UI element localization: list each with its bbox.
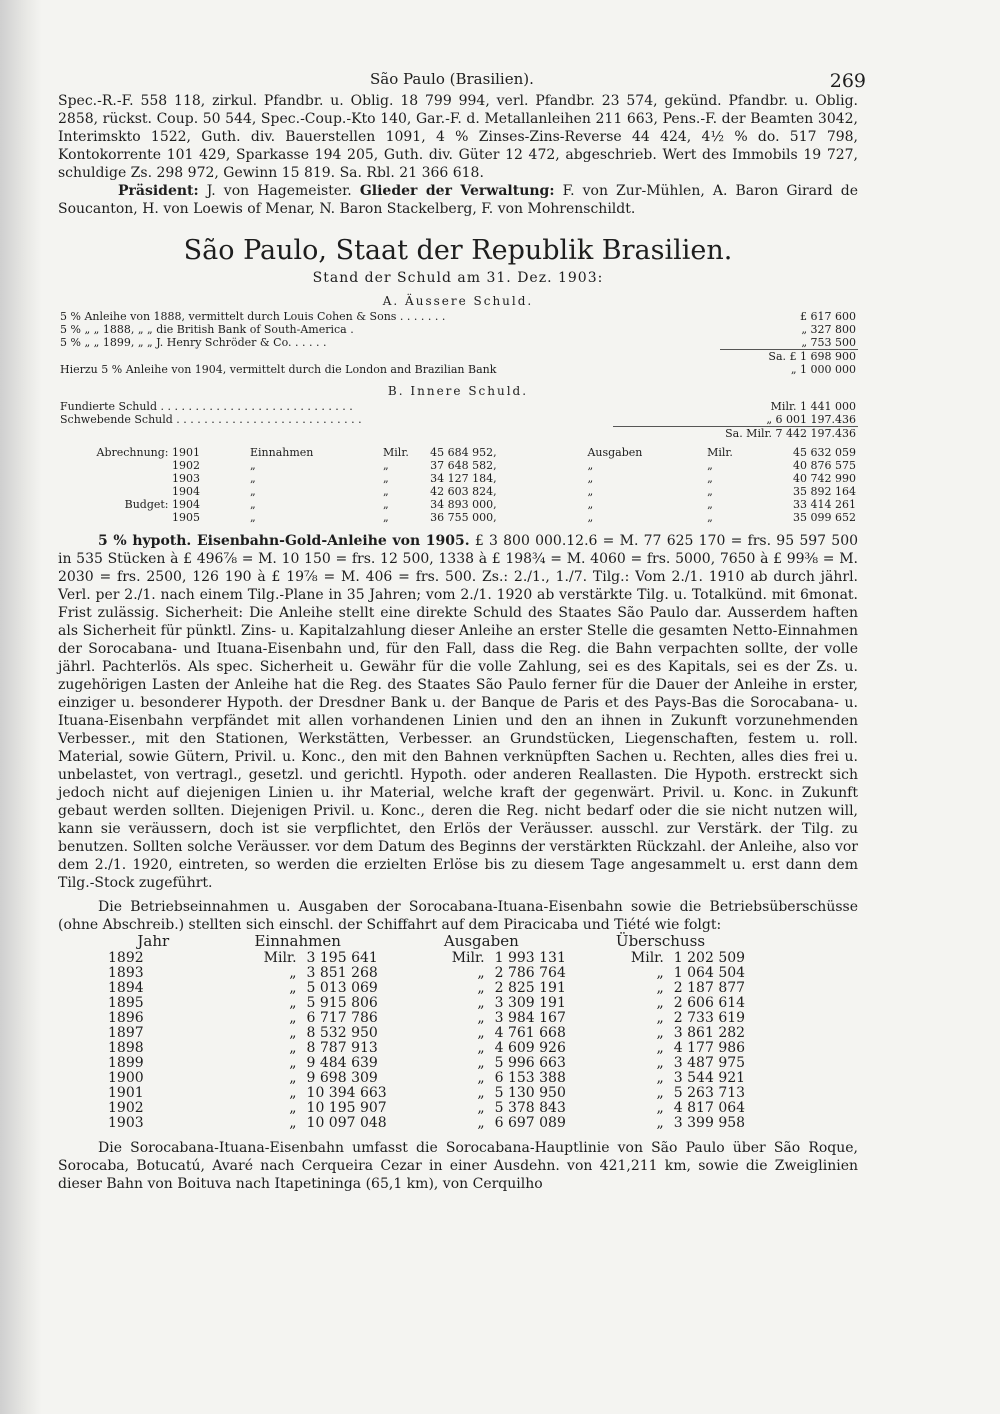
income-label: „ [250, 498, 256, 511]
income-label: „ [250, 459, 256, 472]
column-header: Einnahmen [254, 932, 341, 950]
unit-cell: „ [289, 1040, 297, 1056]
expense-cell: 5 996 663 [494, 1055, 566, 1071]
unit-cell: „ [289, 1115, 297, 1131]
year-cell: 1902 [108, 1100, 144, 1116]
accounts-year: Budget: 1904 [124, 498, 200, 511]
table-row [103, 996, 750, 1011]
expense-unit: „ [707, 511, 713, 524]
column-header: Jahr [137, 932, 170, 950]
income-cell: 6 717 786 [306, 1010, 378, 1026]
loan-text: £ 3 800 000.12.6 = M. 77 625 170 = frs. 95 597 500 in 535 Stücken à £ 496⅞ = M. 10 150 = frs. 12 500, 1338 à £ 198¾ = M. 4060 = frs. 5000, 7650 à £ 99⅜ = M. 2030 = frs. 2500, 126 190 à £ 19⅞ = M. 406 = frs. 500. Zs.: 2./1., 1./7. Tilg.: Vom 2./1. 1910 ab durch jährl. Verl. per 2./1. nach einem Tilg.-Plane in 35 Jahren; vom 2./1. 1920 ab verstärkte Tilg. u. Totalkünd. mit 6monat. Frist zulässig. Sicherheit: Die Anleihe stellt eine direkte Schuld des Staates São Paulo dar. Ausserdem haften als Sicherheit für pünktl. Zins- u. Kapitalzahlung dieser Anleihe an erster Stelle die gesamten Netto-Einnahmen der Sorocabana- und Ituana-Eisenbahn und, für den Fall, dass die Reg. die Bahn verpachten sollte, der volle jährl. Pachterlös. Als spec. Sicherheit u. Gewähr für die volle Zahlung, sei es des Kapitals, sei es der Zs. u. zugehörigen Lasten der Anleihe hat die Reg. des Staates São Paulo ferner für die Dauer der Anleihe in erster, einziger u. besonderer Hypoth. der Dresdner Bank u. der Banque de Paris et des Pays-Bas die Sorocabana- u. Ituana-Eisenbahn verpfändet mit allen vorhandenen Linien und den an ihnen in Zukunft vorzunehmenden Verbesser., mit den Stationen, Werkstätten, Verbesser. an Grundstücken, Liegenschaften, festem u. roll. Material, sowie Gütern, Privil. u. Konc., den mit den Bahnen verknüpften Sachen u. Rechten, alles dies frei u. unbelastet, von vertragl., gesetzl. und gerichtl. Hypoth. oder anderen Reallasten. Die Hypoth. erstreckt sich jedoch nicht auf diejenigen Linien u. ihr Material, welche kraft der gegenwärt. Privil. u. Konc. in Zukunft gebaut werden sollten. Diejenigen Privil. u. Konc., deren die Reg. nicht bedarf oder die sie nicht nutzen will, kann sie veräussern, doch ist sie verpflichtet, den Erlös der Veräusser. ausschl. zur Verstärk. der Tilg. zu benutzen. Sollten solche Veräusser. vor dem Datum des Beginns der verstärkten Rückzahl. der Anleihe, also vor dem 2./1. 1920, eintreten, so werden die erzielten Erlöse bis zu diesem Tage angesammelt u. erst dann dem Tilg.-Stock zugeführt. [58, 533, 859, 891]
debt-amount: £ 617 600 [800, 310, 856, 323]
year-cell: 1897 [108, 1025, 144, 1041]
surplus-cell: 2 606 614 [673, 995, 746, 1011]
unit-cell: „ [477, 1100, 485, 1116]
debt-amount: „ 753 500 [801, 336, 856, 349]
debt-label: 5 % „ „ 1899, „ „ J. Henry Schröder & Co. . . . . . [60, 336, 327, 349]
unit-cell: „ [289, 1100, 297, 1116]
income-cell: 10 394 663 [306, 1085, 387, 1101]
board-label: Glieder der Verwaltung: [359, 183, 555, 199]
expense-value: 40 876 575 [793, 459, 856, 472]
debt-amount: Milr. 1 441 000 [770, 400, 856, 413]
running-head [58, 62, 866, 92]
table-row [58, 400, 858, 413]
unit-cell: „ [477, 1115, 485, 1131]
income-unit: Milr. [383, 446, 409, 459]
debt-label: Fundierte Schuld . . . . . . . . . . . . . . . . . . . . . . . . . . . . [60, 400, 353, 413]
operations-table [103, 934, 750, 1131]
income-label: „ [250, 472, 256, 485]
unit-cell: „ [477, 965, 485, 981]
expense-unit: „ [707, 498, 713, 511]
table-row [103, 951, 750, 966]
loan-paragraph [58, 532, 858, 892]
unit-cell: „ [656, 1085, 664, 1101]
unit-cell: „ [477, 980, 485, 996]
table-row [58, 446, 858, 459]
table-row [58, 350, 858, 364]
expense-cell: 5 378 843 [494, 1100, 566, 1116]
expense-unit: Milr. [707, 446, 733, 459]
expense-cell: 3 984 167 [494, 1010, 566, 1026]
surplus-cell: 2 733 619 [673, 1010, 746, 1026]
table-row [58, 498, 858, 511]
surplus-cell: 3 544 921 [673, 1070, 746, 1086]
unit-cell: „ [656, 1055, 664, 1071]
internal-debt-table [58, 400, 858, 440]
table-row [103, 1041, 750, 1056]
section-subtitle: Stand der Schuld am 31. Dez. 1903: [312, 270, 604, 286]
unit-cell: „ [477, 995, 485, 1011]
hierzu-label: Hierzu 5 % Anleihe von 1904, vermittelt durch die London and Brazilian Bank [60, 363, 497, 376]
accounts-table [58, 446, 858, 524]
table-row [103, 1056, 750, 1071]
accounts-year: 1905 [172, 511, 200, 524]
year-cell: 1898 [108, 1040, 144, 1056]
income-cell: 10 097 048 [306, 1115, 387, 1131]
internal-debt-sum: Sa. Milr. 7 442 197.436 [613, 427, 858, 441]
table-row [58, 472, 858, 485]
debt-amount: „ 327 800 [801, 323, 856, 336]
income-cell: 3 851 268 [306, 965, 378, 981]
hierzu-amount: „ 1 000 000 [790, 363, 856, 376]
unit-cell: „ [477, 1085, 485, 1101]
page-number: 269 [829, 70, 866, 92]
debt-amount: „ 6 001 197.436 [766, 413, 856, 426]
table-row [58, 427, 858, 441]
income-cell: 3 195 641 [306, 950, 378, 966]
year-cell: 1892 [108, 950, 144, 966]
expense-cell: 4 761 668 [494, 1025, 566, 1041]
income-label: „ [250, 511, 256, 524]
debt-label: 5 % Anleihe von 1888, vermittelt durch Louis Cohen & Sons . . . . . . . [60, 310, 446, 323]
income-cell: 5 915 806 [306, 995, 378, 1011]
table-row [58, 336, 858, 350]
unit-cell: „ [656, 1025, 664, 1041]
table-row [58, 310, 858, 323]
external-debt-heading: A. Äussere Schuld. [382, 294, 534, 308]
expense-value: 35 892 164 [793, 485, 856, 498]
income-cell: 9 484 639 [306, 1055, 378, 1071]
expense-label: „ [587, 459, 594, 472]
surplus-cell: 1 064 504 [673, 965, 746, 981]
table-row [103, 966, 750, 981]
unit-cell: „ [289, 1085, 297, 1101]
president-name: J. von Hagemeister. [206, 183, 352, 199]
table-row [103, 1101, 750, 1116]
unit-cell: „ [289, 1010, 297, 1026]
unit-cell: „ [656, 1070, 664, 1086]
income-cell: 5 013 069 [306, 980, 378, 996]
income-label: Einnahmen [250, 446, 314, 459]
section-title: São Paulo, Staat der Republik Brasilien. [183, 235, 733, 266]
accounts-year: 1903 [172, 472, 200, 485]
expense-cell: 2 825 191 [494, 980, 566, 996]
table-row [58, 413, 858, 427]
expense-label: „ [587, 472, 594, 485]
income-value: 36 755 000, [430, 511, 497, 524]
unit-cell: „ [477, 1010, 485, 1026]
unit-cell: „ [656, 980, 664, 996]
expense-unit: „ [707, 472, 713, 485]
year-cell: 1896 [108, 1010, 144, 1026]
unit-cell: „ [289, 1025, 297, 1041]
income-unit: „ [383, 485, 389, 498]
year-cell: 1893 [108, 965, 144, 981]
expense-cell: 5 130 950 [494, 1085, 566, 1101]
expense-label: „ [587, 485, 594, 498]
debt-label: Schwebende Schuld . . . . . . . . . . . . . . . . . . . . . . . . . . . [60, 413, 362, 426]
unit-cell: „ [289, 995, 297, 1011]
expense-cell: 3 309 191 [494, 995, 566, 1011]
accounts-year: Abrechnung: 1901 [96, 446, 200, 459]
unit-cell: „ [656, 1115, 664, 1131]
expense-value: 45 632 059 [793, 446, 856, 459]
expense-cell: 2 786 764 [494, 965, 566, 981]
year-cell: 1903 [108, 1115, 144, 1131]
expense-cell: 1 993 131 [494, 950, 566, 966]
management-paragraph [58, 182, 858, 218]
unit-cell: „ [656, 995, 664, 1011]
unit-cell: „ [289, 1055, 297, 1071]
table-row [103, 1086, 750, 1101]
expense-cell: 4 609 926 [494, 1040, 566, 1056]
expense-unit: „ [707, 459, 713, 472]
unit-cell: „ [477, 1055, 485, 1071]
table-row [103, 1116, 750, 1131]
table-row [103, 1026, 750, 1041]
president-label: Präsident: [118, 183, 199, 199]
income-value: 37 648 582, [430, 459, 497, 472]
surplus-cell: 2 187 877 [673, 980, 746, 996]
running-head-title: São Paulo (Brasilien). [370, 70, 534, 88]
year-cell: 1900 [108, 1070, 144, 1086]
unit-cell: „ [289, 965, 297, 981]
expense-cell: 6 153 388 [494, 1070, 566, 1086]
income-value: 42 603 824, [430, 485, 497, 498]
year-cell: 1894 [108, 980, 144, 996]
loan-heading: 5 % hypoth. Eisenbahn-Gold-Anleihe von 1905. [98, 533, 470, 549]
unit-cell: „ [656, 965, 664, 981]
expense-cell: 6 697 089 [494, 1115, 566, 1131]
income-unit: „ [383, 498, 389, 511]
table-row [58, 485, 858, 498]
income-cell: 10 195 907 [306, 1100, 387, 1116]
unit-cell: „ [289, 1070, 297, 1086]
unit-cell: „ [656, 1100, 664, 1116]
table-row [58, 323, 858, 336]
operations-table-body [103, 951, 750, 1131]
accounts-year: 1902 [172, 459, 200, 472]
income-cell: 8 532 950 [306, 1025, 378, 1041]
income-value: 34 127 184, [430, 472, 497, 485]
unit-cell: „ [477, 1025, 485, 1041]
table-header-row [103, 934, 750, 951]
unit-cell: Milr. [630, 950, 664, 966]
year-cell: 1899 [108, 1055, 144, 1071]
income-cell: 9 698 309 [306, 1070, 378, 1086]
unit-cell: „ [477, 1040, 485, 1056]
surplus-cell: 4 817 064 [673, 1100, 746, 1116]
unit-cell: „ [656, 1040, 664, 1056]
income-value: 34 893 000, [430, 498, 497, 511]
document-page [58, 62, 866, 1193]
column-header: Überschuss [615, 932, 706, 950]
expense-label: Ausgaben [587, 446, 643, 459]
expense-value: 33 414 261 [793, 498, 856, 511]
income-unit: „ [383, 459, 389, 472]
income-unit: „ [383, 511, 389, 524]
expense-value: 40 742 990 [793, 472, 856, 485]
income-value: 45 684 952, [430, 446, 497, 459]
external-debt-sum: Sa. £ 1 698 900 [720, 350, 858, 364]
income-cell: 8 787 913 [306, 1040, 378, 1056]
expense-label: „ [587, 498, 594, 511]
balance-sheet-paragraph: Spec.-R.-F. 558 118, zirkul. Pfandbr. u. Oblig. 18 799 994, verl. Pfandbr. 23 574, gekünd. Pfandbr. u. Oblig. 2858, rückst. Coup. 50 544, Spec.-Coup.-Kto 140, Gar.-F. d. Metallanleihen 211 663, Pens.-F. der Beamten 3042, Interimskto 1522, Guth. div. Bauerstellen 1091, 4 % Zinses-Zins-Reverse 44 424, 4½ % do. 517 798, Kontokorrente 101 429, Sparkasse 194 205, Guth. div. Güter 12 472, abgeschrieb. Wert des Immobils 19 727, schuldige Zs. 298 972, Gewinn 15 819. Sa. Rbl. 21 366 618. [58, 93, 858, 181]
surplus-cell: 4 177 986 [673, 1040, 746, 1056]
table-row [103, 1071, 750, 1086]
table-row [58, 363, 858, 376]
table-row [58, 511, 858, 524]
unit-cell: „ [656, 1010, 664, 1026]
surplus-cell: 3 399 958 [673, 1115, 746, 1131]
board-members: F. von Zur-Mühlen, A. Baron Girard de Soucanton, H. von Loewis of Menar, N. Baron Stackelberg, F. von Mohrenschildt. [58, 183, 858, 217]
year-cell: 1895 [108, 995, 144, 1011]
year-cell: 1901 [108, 1085, 144, 1101]
debt-label: 5 % „ „ 1888, „ „ die British Bank of South-America . [60, 323, 354, 336]
surplus-cell: 1 202 509 [673, 950, 746, 966]
internal-debt-heading: B. Innere Schuld. [387, 384, 529, 398]
accounts-year: 1904 [172, 485, 200, 498]
surplus-cell: 5 263 713 [673, 1085, 746, 1101]
table-row [58, 459, 858, 472]
expense-label: „ [587, 511, 594, 524]
table-row [103, 981, 750, 996]
table-row [103, 1011, 750, 1026]
operations-intro: Die Betriebseinnahmen u. Ausgaben der Sorocabana-Ituana-Eisenbahn sowie die Betriebsüberschüsse (ohne Abschreib.) stellten sich einschl. der Schiffahrt auf dem Piracicaba und Tiété wie folgt: [58, 899, 858, 933]
unit-cell: Milr. [451, 950, 485, 966]
surplus-cell: 3 487 975 [673, 1055, 746, 1071]
book-gutter-shadow [0, 0, 42, 1414]
expense-value: 35 099 652 [793, 511, 856, 524]
unit-cell: „ [289, 980, 297, 996]
unit-cell: „ [477, 1070, 485, 1086]
income-label: „ [250, 485, 256, 498]
expense-unit: „ [707, 485, 713, 498]
unit-cell: Milr. [263, 950, 297, 966]
closing-paragraph: Die Sorocabana-Ituana-Eisenbahn umfasst die Sorocabana-Hauptlinie von São Paulo über São Roque, Sorocaba, Botucatú, Avaré nach Cerqueira Cezar in einer Ausdehn. von 421,211 km, sowie die Zweiglinien dieser Bahn von Boituva nach Itapetininga (65,1 km), von Cerquilho [58, 1140, 858, 1192]
external-debt-table [58, 310, 858, 376]
income-unit: „ [383, 472, 389, 485]
column-header: Ausgaben [443, 932, 519, 950]
surplus-cell: 3 861 282 [673, 1025, 746, 1041]
